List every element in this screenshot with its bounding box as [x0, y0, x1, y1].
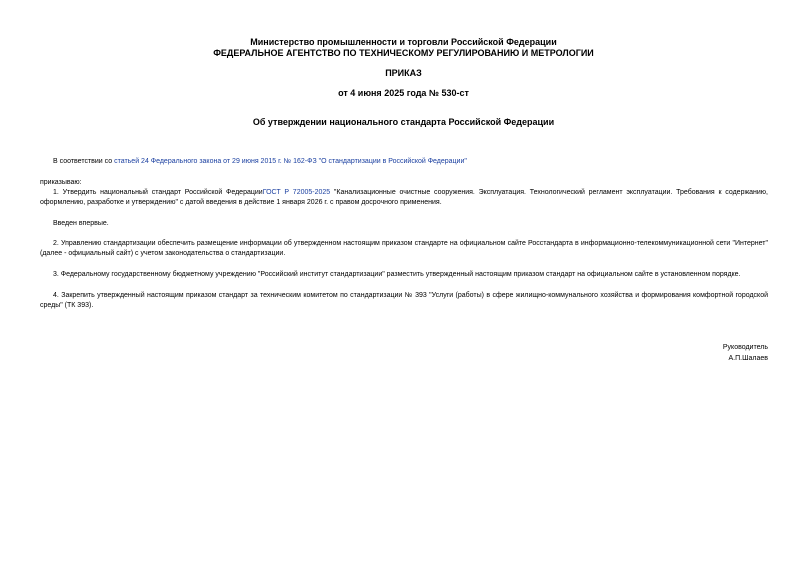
item-1-prefix: 1. Утвердить национальный стандарт Российской Федерации	[53, 189, 263, 196]
intro-prefix: В соответствии со	[53, 158, 115, 165]
federal-law-link[interactable]: статьей 24 Федерального закона от 29 июня 2015 г. № 162-ФЗ "О стандартизации в Российской Федерации"	[114, 158, 467, 165]
gost-standard-link[interactable]: ГОСТ Р 72005-2025	[262, 189, 331, 196]
agency-heading: ФЕДЕРАЛЬНОЕ АГЕНТСТВО ПО ТЕХНИЧЕСКОМУ РЕГУЛИРОВАНИЮ И МЕТРОЛОГИИ	[213, 48, 594, 58]
ministry-heading: Министерство промышленности и торговли Российской Федерации	[250, 37, 557, 47]
item-1-paragraph	[40, 188, 768, 207]
orders-paragraph: приказываю:	[40, 179, 82, 186]
subject-heading: Об утверждении национального стандарта Российской Федерации	[252, 117, 555, 127]
item-1-suffix: "Канализационные очистные сооружения. Эксплуатация. Технологический регламент эксплуатации. Требования к содержанию, оформлению, разработке и утверждению" с датой введения в действие 1 января 2026 г. с правом досрочного применения.	[40, 189, 769, 206]
date-number-heading: от 4 июня 2025 года № 530-ст	[338, 88, 469, 98]
item-4-paragraph: 4. Закрепить утвержденный настоящим приказом стандарт за техническим комитетом по стандартизации № 393 "Услуги (работы) в сфере жилищно-коммунального хозяйства и формирования комфортной городской среды" (ТК 393).	[40, 292, 768, 309]
document-type-heading: ПРИКАЗ	[385, 68, 422, 78]
intro-paragraph	[40, 157, 768, 167]
signature-title: Руководитель	[722, 344, 768, 351]
item-2-paragraph: 2. Управлению стандартизации обеспечить размещение информации об утвержденном настоящим приказом стандарте на официальном сайте Росстандарта в информационно-телекоммуникационной сети "Интернет" (далее - официальный сайт) с учетом законодательства о стандартизации.	[40, 240, 768, 257]
introduced-first-paragraph: Введен впервые.	[53, 220, 109, 227]
item-3-paragraph: 3. Федеральному государственному бюджетному учреждению "Российский институт стандартизации" разместить утвержденный настоящим приказом стандарт на официальном сайте в установленном порядке.	[53, 271, 741, 278]
signature-name: А.П.Шалаев	[728, 355, 768, 362]
